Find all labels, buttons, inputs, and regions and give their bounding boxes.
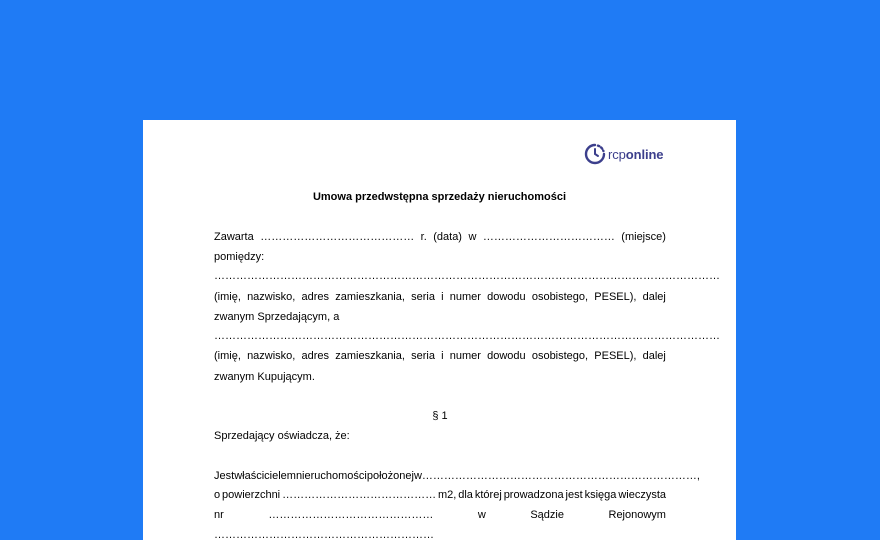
word: nazwisko,: [247, 291, 296, 303]
place-blank: ………………………………: [482, 231, 615, 243]
word: osobistego,: [531, 350, 589, 362]
logo-wordmark: [608, 147, 663, 162]
line-zawarta: [214, 231, 666, 243]
line-pomiedzy: pomiędzy:: [214, 251, 265, 263]
word: adres: [301, 350, 330, 362]
court-blank: ……………………………………………………: [214, 529, 434, 540]
line-property-location: [214, 470, 700, 482]
word: o: [214, 489, 221, 501]
word: PESEL),: [594, 350, 637, 362]
word: Jest: [214, 470, 235, 482]
word: (imię,: [214, 291, 241, 303]
word: i: [441, 350, 444, 362]
word: dowodu: [487, 350, 526, 362]
section-heading: § 1: [432, 410, 448, 422]
word: r.: [420, 231, 427, 243]
rcponline-logo: [584, 142, 663, 166]
word: wieczysta: [618, 489, 666, 501]
word: w: [477, 509, 486, 521]
word: dalej: [642, 291, 666, 303]
word: m2,: [437, 489, 457, 501]
word: osobistego,: [531, 291, 589, 303]
word: zamieszkania,: [335, 350, 405, 362]
line-seller-declares: Sprzedający oświadcza, że:: [214, 430, 350, 442]
document-title: Umowa przedwstępna sprzedaży nieruchomości: [312, 191, 567, 203]
word: numer: [449, 350, 481, 362]
document-page: [143, 120, 736, 540]
clock-icon: [584, 143, 606, 165]
word: zamieszkania,: [335, 291, 405, 303]
word: Sądzie: [530, 509, 564, 521]
word: (data): [433, 231, 462, 243]
line-property-area: [214, 489, 666, 501]
word: (miejsce): [621, 231, 666, 243]
word: dla: [458, 489, 473, 501]
line-buyer-label: zwanym Kupującym.: [214, 371, 315, 383]
word: adres: [301, 291, 330, 303]
word: PESEL),: [594, 291, 637, 303]
word: księga: [584, 489, 617, 501]
word: dalej: [642, 350, 666, 362]
word: w: [413, 470, 422, 482]
seller-blank: …………………………………………………………………………………………………………………………: [214, 270, 720, 282]
word: powierzchni: [222, 489, 281, 501]
word: Rejonowym: [608, 509, 666, 521]
date-blank: ……………………………………: [260, 231, 415, 243]
area-blank: ……………………………………: [282, 489, 437, 501]
word: Zawarta: [214, 231, 254, 243]
location-blank: …………………………………………………………………,: [421, 470, 700, 482]
word: seria: [411, 291, 435, 303]
word: dowodu: [487, 291, 526, 303]
word: jest: [565, 489, 583, 501]
word: położonej: [366, 470, 414, 482]
line-buyer-details: [214, 350, 666, 362]
line-seller-details: [214, 291, 666, 303]
word: której: [474, 489, 502, 501]
logo-rcp: rcp: [608, 146, 626, 162]
word: właścicielem: [234, 470, 296, 482]
word: nazwisko,: [247, 350, 296, 362]
word: numer: [449, 291, 481, 303]
register-number-blank: ………………………………………: [268, 509, 434, 521]
word: nr: [214, 509, 224, 521]
line-seller-label: zwanym Sprzedającym, a: [214, 311, 340, 323]
word: seria: [411, 350, 435, 362]
line-land-register: [214, 509, 666, 521]
buyer-blank: …………………………………………………………………………………………………………………………: [214, 330, 720, 342]
word: w: [468, 231, 477, 243]
word: (imię,: [214, 350, 241, 362]
logo-online: online: [625, 146, 664, 162]
word: nieruchomości: [295, 470, 367, 482]
word: i: [441, 291, 444, 303]
word: prowadzona: [503, 489, 564, 501]
